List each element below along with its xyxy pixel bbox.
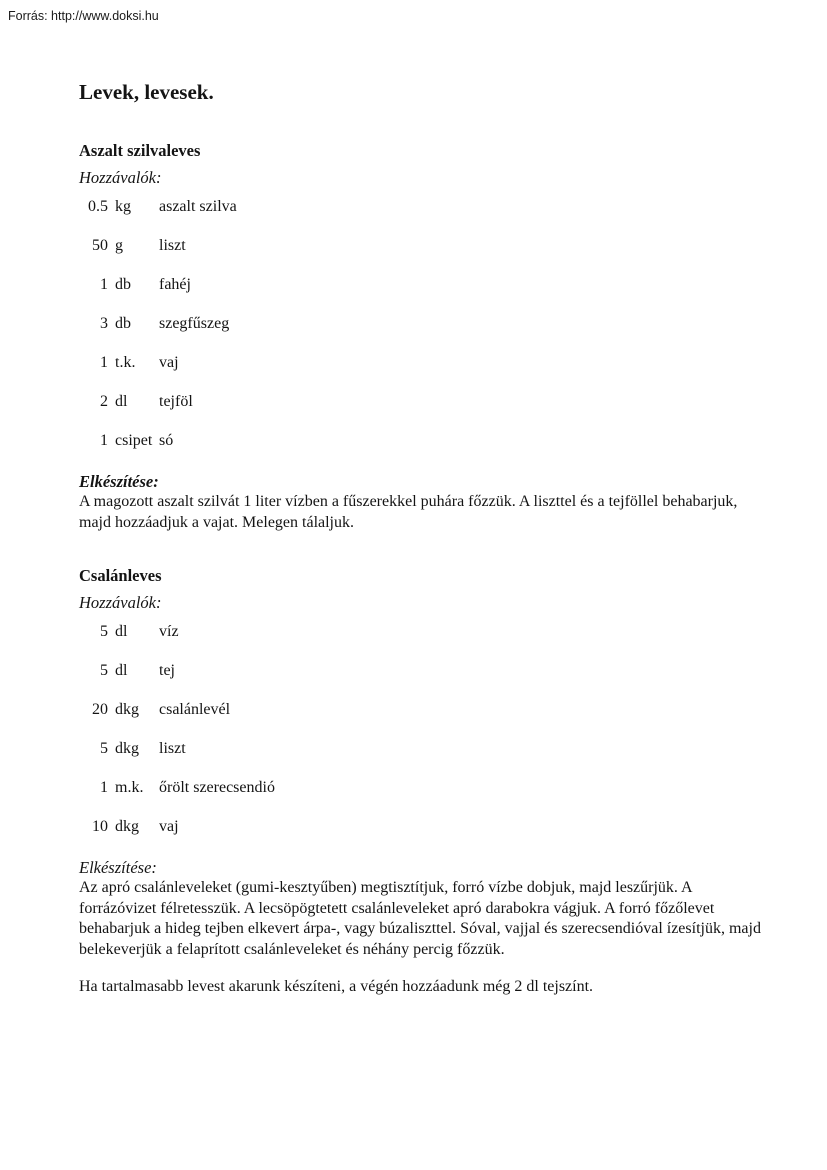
ingredients-label: Hozzávalók: [79, 593, 162, 612]
ingredient-row [79, 740, 771, 758]
ingredient-qty: 1 [100, 779, 108, 796]
ingredient-unit: m.k. [115, 779, 144, 796]
ingredient-row [79, 662, 771, 680]
ingredient-name: víz [159, 623, 179, 640]
ingredient-name: só [159, 432, 174, 449]
recipe-section-aszalt-szilvaleves [79, 142, 771, 533]
ingredient-name: tej [159, 662, 175, 679]
ingredient-name: liszt [159, 237, 186, 254]
ingredient-qty: 1 [100, 276, 108, 293]
ingredient-unit: db [115, 315, 131, 332]
ingredients-label: Hozzávalók: [79, 168, 162, 187]
ingredient-name: tejföl [159, 393, 193, 410]
ingredient-row [79, 237, 771, 255]
ingredient-name: szegfűszeg [159, 315, 230, 332]
ingredient-name: őrölt szerecsendió [159, 779, 275, 796]
ingredient-row [79, 818, 771, 836]
ingredient-name: vaj [159, 354, 179, 371]
ingredient-qty: 2 [100, 393, 108, 410]
page-title: Levek, levesek. [79, 80, 214, 104]
preparation-label: Elkészítése: [79, 472, 159, 491]
preparation-label: Elkészítése: [79, 858, 157, 877]
ingredient-row [79, 198, 771, 216]
recipe-section-csalanleves [79, 567, 771, 998]
preparation-text: A magozott aszalt szilvát 1 liter vízben a fűszerekkel puhára főzzük. A liszttel és a tejföllel behabarjuk, majd hozzáadjuk a vajat. Melegen tálaljuk. [79, 493, 738, 531]
ingredient-name: liszt [159, 740, 186, 757]
ingredient-unit: dl [115, 393, 128, 410]
ingredient-unit: dl [115, 623, 128, 640]
ingredient-qty: 10 [92, 818, 108, 835]
ingredient-row [79, 354, 771, 372]
ingredient-row [79, 276, 771, 294]
ingredient-row [79, 315, 771, 333]
ingredient-qty: 5 [100, 623, 108, 640]
ingredient-row [79, 432, 771, 450]
note-text: Ha tartalmasabb levest akarunk készíteni, a végén hozzáadunk még 2 dl tejszínt. [79, 978, 594, 995]
ingredient-qty: 5 [100, 740, 108, 757]
source-watermark: Forrás: http://www.doksi.hu [8, 9, 159, 23]
ingredient-name: vaj [159, 818, 179, 835]
ingredient-qty: 1 [100, 432, 108, 449]
ingredient-list [79, 198, 771, 450]
ingredient-row [79, 393, 771, 411]
ingredient-name: fahéj [159, 276, 191, 293]
ingredient-unit: dkg [115, 740, 139, 757]
ingredient-list [79, 623, 771, 836]
ingredient-row [79, 779, 771, 797]
ingredient-unit: g [115, 237, 123, 254]
recipe-title: Aszalt szilvaleves [79, 141, 201, 160]
ingredient-qty: 20 [92, 701, 108, 718]
ingredient-qty: 5 [100, 662, 108, 679]
ingredient-unit: db [115, 276, 131, 293]
ingredient-qty: 0.5 [88, 198, 108, 215]
ingredient-row [79, 623, 771, 641]
ingredient-unit: csipet [115, 432, 153, 449]
recipe-title: Csalánleves [79, 566, 162, 585]
document-content [79, 80, 771, 998]
ingredient-qty: 1 [100, 354, 108, 371]
preparation-text: Az apró csalánleveleket (gumi-kesztyűben) megtisztítjuk, forró vízbe dobjuk, majd leszűrjük. A forrázóvizet félretesszük. A lecsöpögtetett csalánleveleket apró darabokra vágjuk. A forró főzőlevet behabarjuk a hideg tejben elkevert árpa-, vagy búzaliszttel. Sóval, vajjal és szerecsendióval ízesítjük, majd belekeverjük a felaprított csalánleveleket és néhány percig főzzük. [79, 879, 761, 958]
ingredient-row [79, 701, 771, 719]
ingredient-unit: t.k. [115, 354, 136, 371]
ingredient-qty: 50 [92, 237, 108, 254]
ingredient-unit: dkg [115, 818, 139, 835]
ingredient-name: aszalt szilva [159, 198, 237, 215]
ingredient-qty: 3 [100, 315, 108, 332]
ingredient-unit: kg [115, 198, 131, 215]
ingredient-unit: dkg [115, 701, 139, 718]
ingredient-name: csalánlevél [159, 701, 231, 718]
ingredient-unit: dl [115, 662, 128, 679]
